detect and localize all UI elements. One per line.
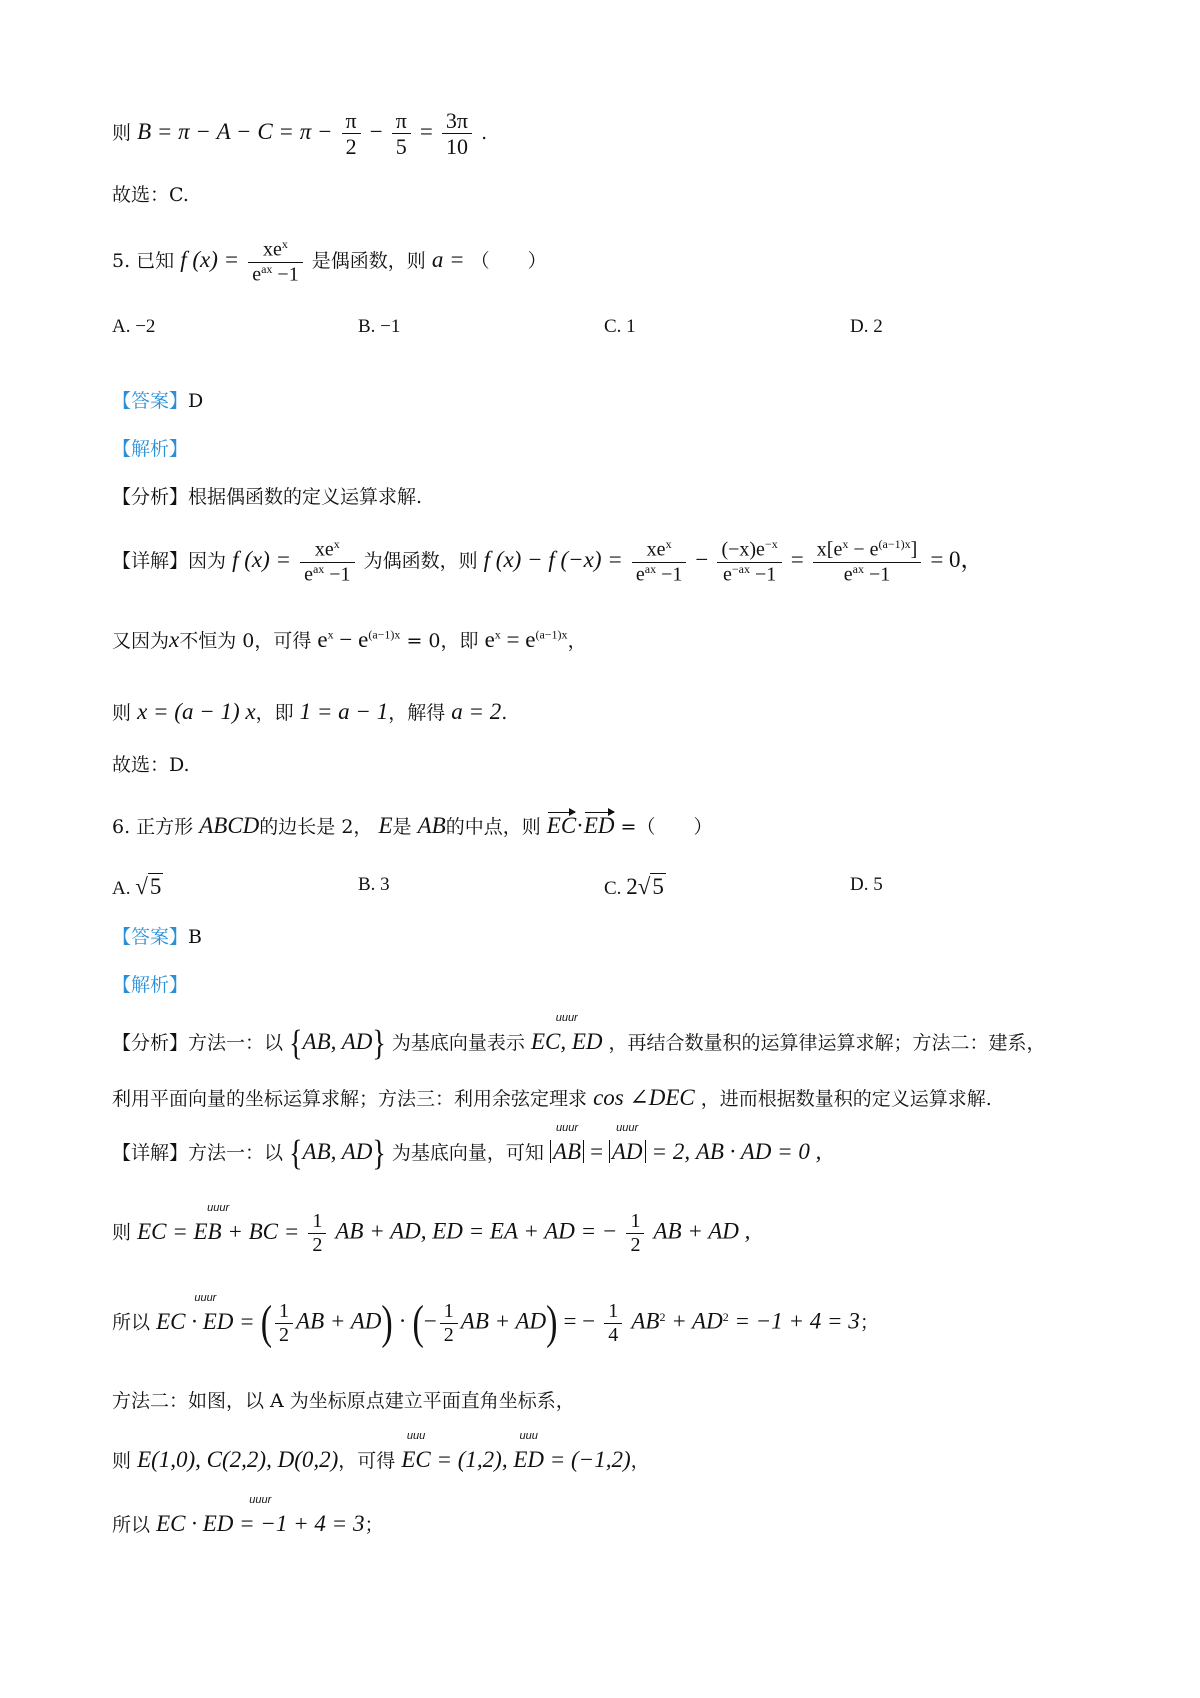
b-equation-line: 则 B = π − A − C = π − $\frac{\pi}{2}$ − $\frac{\pi}{5}$ = $\frac{3\pi}{10}$ . (112, 108, 488, 160)
q6-stem: 6. 正方形 ABCD的边长是 2， E是 AB的中点，则 EC·ED =（ ） (112, 813, 713, 838)
q5-option-c: C. 1 (604, 316, 636, 337)
fraction-pi-2: $\frac{\pi}{2}$ (342, 108, 361, 160)
q5-option-d: D. 2 (850, 316, 883, 337)
q6-method2-line2: 则 E(1,0), C(2,2), D(0,2)，可得 uuu EC = (1,2), uuu ED = (−1,2)， (112, 1430, 650, 1472)
q6-answer: 【答案】B (112, 926, 202, 948)
q5-fraction: $\frac{xe^x}{e^{ax} -1}$ (248, 238, 303, 286)
q6-option-a: A. √5 (112, 874, 162, 899)
then-label: 则 (112, 121, 132, 144)
q6-option-c: C. 2√5 (604, 874, 664, 899)
q6-detail-line3: 所以 uuur EC · ED = ( $\frac{1}{2}$ AB + AD) · (− $\frac{1}{2}$ AB + AD) = − $\frac{1}{4}$ $AB^2 + AD^2 = -1 + 4 = 3$； (112, 1291, 879, 1349)
q6-detail-line1: 【详解】方法一：以 {AB, AD} 为基底向量，可知 uuur AB = uuur AD = 2, AB · AD = 0 , (112, 1122, 822, 1174)
q6-option-b: B. 3 (358, 874, 390, 895)
q6-method2: 方法二：如图，以 A 为坐标原点建立平面直角坐标系， (112, 1390, 575, 1412)
q6-analysis-tag: 【解析】 (112, 974, 189, 996)
q5-detail-line1: 【详解】因为 f (x) = $\frac{xe^x}{e^{ax} -1}$ 为偶函数，则 f (x) − f (−x) = $\frac{xe^x}{e^{ax} -1}$ − $\frac{(-x)e^{-x}}{e^{-ax} -1}$ = $\frac{x[e^x - e^{(a-1)x}]}{e^{ax} -1}$ = 0， (112, 537, 984, 586)
q5-option-b: B. −1 (358, 316, 401, 337)
q5-choice: 故选：D. (112, 754, 190, 776)
b-expression: B = π − A − C = π − (137, 118, 333, 144)
q5-stem: 5. 已知 f (x) = $\frac{xe^x}{e^{ax} -1}$ 是偶函数，则 a = （ ） (112, 237, 547, 286)
fraction-3pi-10: $\frac{3\pi}{10}$ (442, 108, 472, 160)
q6-option-d: D. 5 (850, 874, 883, 895)
q6-fenxi-line2: 利用平面向量的坐标运算求解；方法三：利用余弦定理求 cos ∠DEC ，进而根据数量积的定义运算求解. (112, 1085, 992, 1110)
prev-choice: 故选：C. (112, 184, 189, 206)
q6-method2-line3: 所以 uuur EC · ED = −1 + 4 = 3； (112, 1494, 384, 1536)
q5-analysis-tag: 【解析】 (112, 438, 189, 460)
q6-detail-line2: 则 uuur EC = EB + BC = $\frac{1}{2}$ AB + AD, ED = EA + AD = − $\frac{1}{2}$ AB + AD , (112, 1201, 751, 1256)
q5-fenxi: 【分析】根据偶函数的定义运算求解. (112, 486, 423, 508)
q6-fenxi-line1: 【分析】方法一：以 {AB, AD} 为基底向量表示 uuur EC, ED ，再结合数量积的运算律运算求解；方法二：建系， (112, 1012, 1046, 1064)
fraction-pi-5: $\frac{\pi}{5}$ (392, 108, 411, 160)
q5-option-a: A. −2 (112, 316, 156, 337)
q5-detail-line2: 又因为x不恒为 0，可得 $e^x - e^{(a-1)x} = 0$，即 $e^x = e^{(a-1)x}$， (112, 627, 587, 652)
q5-answer: 【答案】D (112, 390, 204, 412)
q5-detail-line3: 则 x = (a − 1) x，即 1 = a − 1，解得 a = 2. (112, 699, 508, 724)
